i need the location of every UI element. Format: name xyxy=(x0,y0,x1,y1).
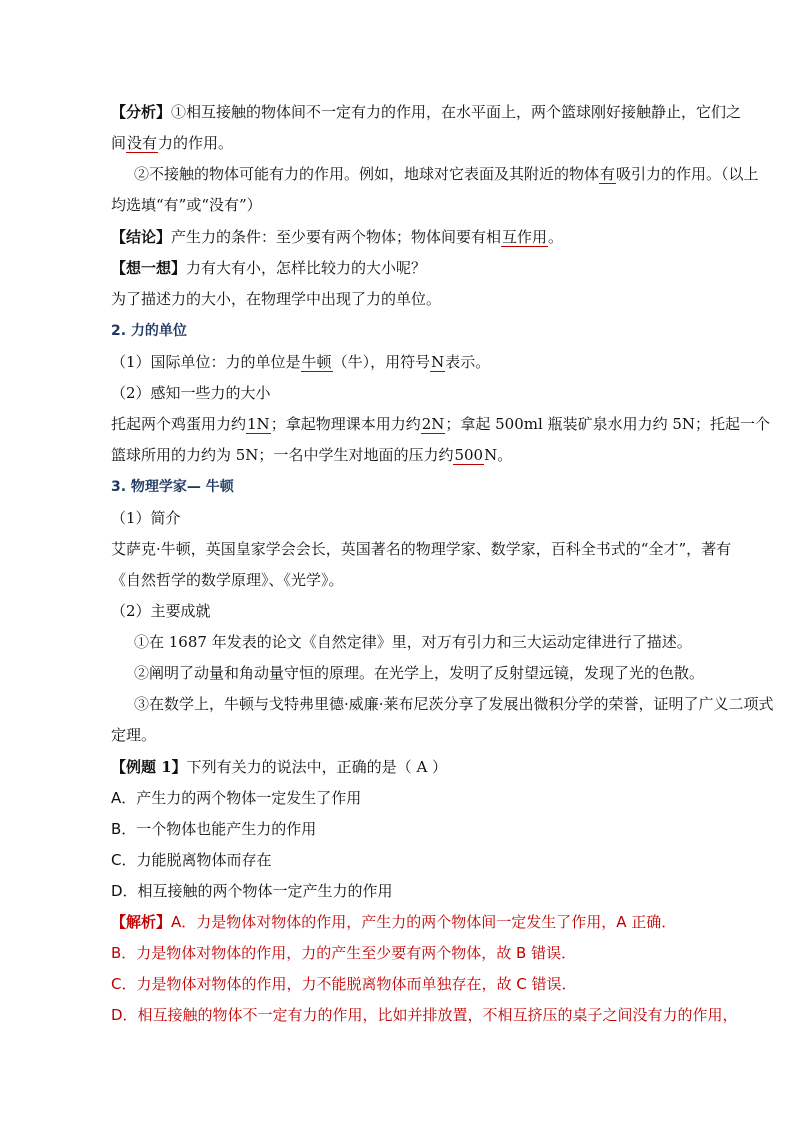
answer-blank-you: 有 xyxy=(600,165,616,183)
unit-item-1-pre: （1）国际单位：力的单位是 xyxy=(111,353,301,371)
conclusion-text-pre: 产生力的条件：至少要有两个物体；物体间要有相 xyxy=(171,228,502,246)
unit-intro-text: 为了描述力的大小，在物理学中出现了力的单位。 xyxy=(111,290,442,308)
newton-achievement-3a: ③在数学上，牛顿与戈特弗里德·威廉·莱布尼茨分享了发展出微积分学的荣誉，证明了广义二项式 xyxy=(134,695,774,713)
analysis-text-1: ①相互接触的物体间不一定有力的作用，在水平面上，两个篮球刚好接触静止，它们之 xyxy=(171,103,742,121)
analysis-line-4 xyxy=(111,195,711,215)
analysis-text-4: 均选填“有”或“没有”） xyxy=(111,196,262,214)
think-text: 力有大有小，怎样比较力的大小呢？ xyxy=(186,259,427,277)
force-examples-line-2 xyxy=(111,445,711,465)
example-1-option-c: C．力能脱离物体而存在 xyxy=(111,851,272,869)
force-examples-text-c: ；拿起 500ml 瓶装矿泉水用力约 5N；托起一个 xyxy=(445,415,771,433)
answer-blank-niudun: 牛顿 xyxy=(301,353,332,371)
solution-label: 【解析】 xyxy=(111,913,172,931)
conclusion-line xyxy=(111,227,711,247)
think-label: 【想一想】 xyxy=(111,259,187,277)
force-examples-text-d: 篮球所用的力约为 5N；一名中学生对地面的压力约 xyxy=(111,446,454,464)
solution-text-a: A．力是物体对物体的作用，产生力的两个物体间一定发生了作用，A 正确． xyxy=(171,913,677,931)
solution-line-d: D．相互接触的物体不一定有力的作用，比如并排放置，不相互挤压的桌子之间没有力的作用， xyxy=(111,1006,738,1024)
newton-intro-line-1: 艾萨克·牛顿，英国皇家学会会长，英国著名的物理学家、数学家，百科全书式的“全才”，著有 xyxy=(111,540,732,558)
newton-achievement-1: ①在 1687 年发表的论文《自然定律》里，对万有引力和三大运动定律进行了描述。 xyxy=(134,633,692,651)
example-1-label: 【例题 1】 xyxy=(111,758,187,776)
analysis-text-2-pre: 间 xyxy=(111,134,127,152)
unit-intro-line xyxy=(111,289,711,309)
analysis-line-3 xyxy=(134,164,759,184)
solution-line-b: B．力是物体对物体的作用，力的产生至少要有两个物体，故 B 错误． xyxy=(111,944,577,962)
unit-item-1 xyxy=(111,352,711,372)
newton-achievement-3b: 定理。 xyxy=(111,726,157,744)
answer-blank-n: N xyxy=(431,353,445,371)
force-examples-line-1 xyxy=(111,414,771,434)
example-1-option-a: A．产生力的两个物体一定发生了作用 xyxy=(111,789,362,807)
unit-item-2: （2）感知一些力的大小 xyxy=(111,384,271,402)
force-examples-text-b: ；拿起物理课本用力约 xyxy=(270,415,421,433)
analysis-text-2-post: 力的作用。 xyxy=(158,134,234,152)
think-line xyxy=(111,258,711,278)
example-1-option-b: B．一个物体也能产生力的作用 xyxy=(111,820,317,838)
answer-blank-500: 500 xyxy=(454,446,484,464)
analysis-text-3-pre: ②不接触的物体可能有力的作用。例如，地球对它表面及其附近的物体 xyxy=(134,165,600,183)
example-1-question: 下列有关力的说法中，正确的是（ A ） xyxy=(186,758,448,776)
force-examples-text-e: N。 xyxy=(484,446,513,464)
newton-achievements-heading: （2）主要成就 xyxy=(111,602,211,620)
newton-intro-line-2: 《自然哲学的数学原理》、《光学》。 xyxy=(111,571,344,589)
unit-item-1-post: 表示。 xyxy=(445,353,491,371)
answer-blank-meiyou: 没有 xyxy=(127,134,158,152)
analysis-text-3-post: 吸引力的作用。（以上 xyxy=(616,165,759,183)
answer-blank-1n: 1N xyxy=(247,415,270,433)
newton-achievement-2: ②阐明了动量和角动量守恒的原理。在光学上，发明了反射望远镜，发现了光的色散。 xyxy=(134,664,705,682)
solution-line-a xyxy=(111,912,711,932)
solution-line-c: C．力是物体对物体的作用，力不能脱离物体而单独存在，故 C 错误． xyxy=(111,975,577,993)
force-examples-text-a: 托起两个鸡蛋用力约 xyxy=(111,415,247,433)
section-2-title: 2. 力的单位 xyxy=(111,323,187,339)
analysis-label: 【分析】 xyxy=(111,103,172,121)
example-1-option-d: D．相互接触的两个物体一定产生力的作用 xyxy=(111,882,393,900)
example-1-question-line xyxy=(111,757,711,777)
analysis-line-2 xyxy=(111,133,711,153)
conclusion-label: 【结论】 xyxy=(111,228,172,246)
answer-blank-2n: 2N xyxy=(421,415,445,433)
newton-intro-heading: （1）简介 xyxy=(111,509,181,527)
answer-blank-huzuoyong: 互作用 xyxy=(502,228,548,246)
analysis-line-1 xyxy=(111,102,742,122)
conclusion-text-post: 。 xyxy=(548,228,564,246)
unit-item-1-mid: （牛），用符号 xyxy=(332,353,431,371)
section-3-title: 3. 物理学家— 牛顿 xyxy=(111,479,234,495)
